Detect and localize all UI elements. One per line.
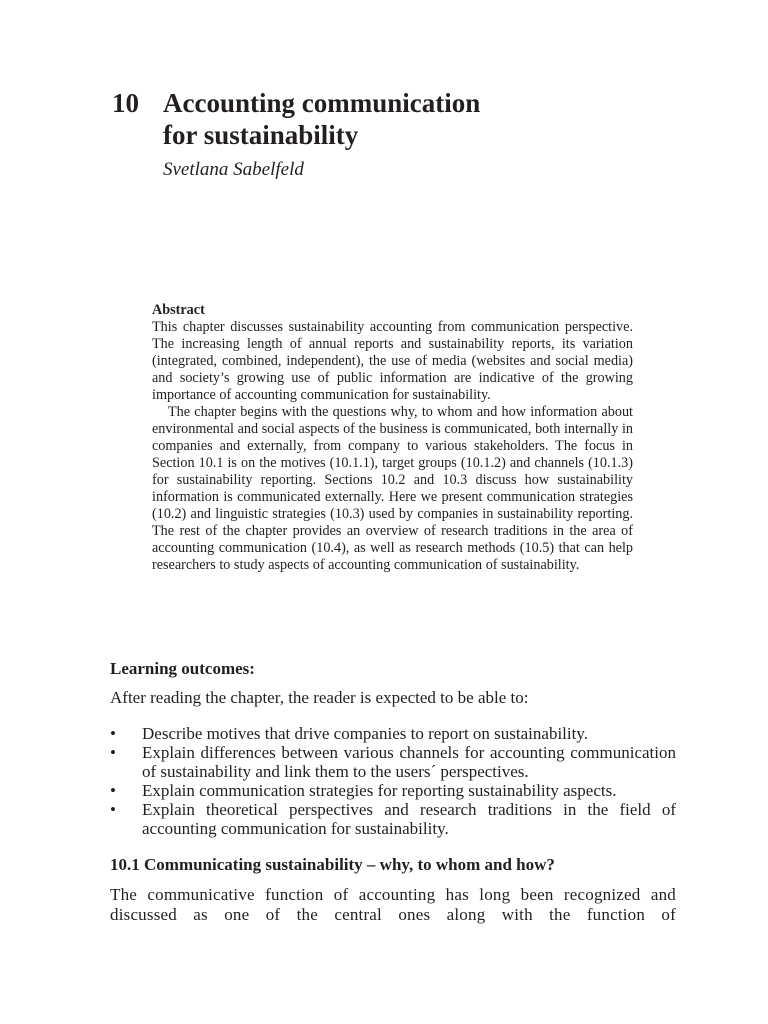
abstract-paragraph: The chapter begins with the questions why, to whom and how information about environmental and social aspects of the business is communicated, both internally in companies and externally, from company to various stakeholders. The focus in Section 10.1 is on the motives (10.1.1), target groups (10.1.2) and channels (10.1.3) for sustainability reporting. Sections 10.2 and 10.3 discuss how sustainability information is communicated externally. Here we present communication strategies (10.2) and linguistic strategies (10.3) used by companies in sustainability reporting. The rest of the chapter provides an overview of research traditions in the area of accounting communication (10.4), as well as research methods (10.5) that can help researchers to study aspects of accounting communication of sustainability. xyxy=(152,404,633,573)
learning-outcomes-intro: After reading the chapter, the reader is expected to be able to: xyxy=(110,688,529,707)
learning-outcomes-list xyxy=(110,724,676,838)
learning-outcomes-title: Learning outcomes: xyxy=(110,659,255,678)
section-heading: 10.1 Communicating sustainability – why, to whom and how? xyxy=(110,855,555,874)
learning-outcomes xyxy=(110,658,676,838)
abstract-paragraph: This chapter discusses sustainability accounting from communication perspective. The increasing length of annual reports and sustainability reports, its variation (integrated, combined, independent), the use of media (websites and social media) and society’s growing use of public information are indicative of the growing importance of accounting communication for sustainability. xyxy=(152,319,633,403)
chapter-author: Svetlana Sabelfeld xyxy=(163,159,304,180)
section-body: The communicative function of accounting has long been recognized and discussed as one of the central ones along with the function of xyxy=(110,885,676,924)
list-item xyxy=(110,800,676,838)
list-item xyxy=(110,781,676,800)
abstract-heading: Abstract xyxy=(152,302,205,318)
list-item xyxy=(110,724,676,743)
bullet-icon: • xyxy=(110,781,116,800)
list-item-text: Explain differences between various channels for accounting communication of sustainability and link them to the users´ perspectives. xyxy=(142,743,676,781)
chapter-number: 10 xyxy=(112,88,139,118)
list-item-text: Describe motives that drive companies to report on sustainability. xyxy=(142,724,588,743)
bullet-icon: • xyxy=(110,724,116,743)
abstract-block xyxy=(152,302,633,574)
chapter-header xyxy=(112,87,672,182)
list-item-text: Explain communication strategies for reporting sustainability aspects. xyxy=(142,781,617,800)
chapter-title: Accounting communication for sustainability xyxy=(163,88,481,150)
list-item-text: Explain theoretical perspectives and research traditions in the field of accounting communication for sustainability. xyxy=(142,800,676,838)
bullet-icon: • xyxy=(110,800,116,819)
section-10-1 xyxy=(110,855,676,925)
bullet-icon: • xyxy=(110,743,116,762)
list-item xyxy=(110,743,676,781)
chapter-title-line xyxy=(112,87,672,151)
